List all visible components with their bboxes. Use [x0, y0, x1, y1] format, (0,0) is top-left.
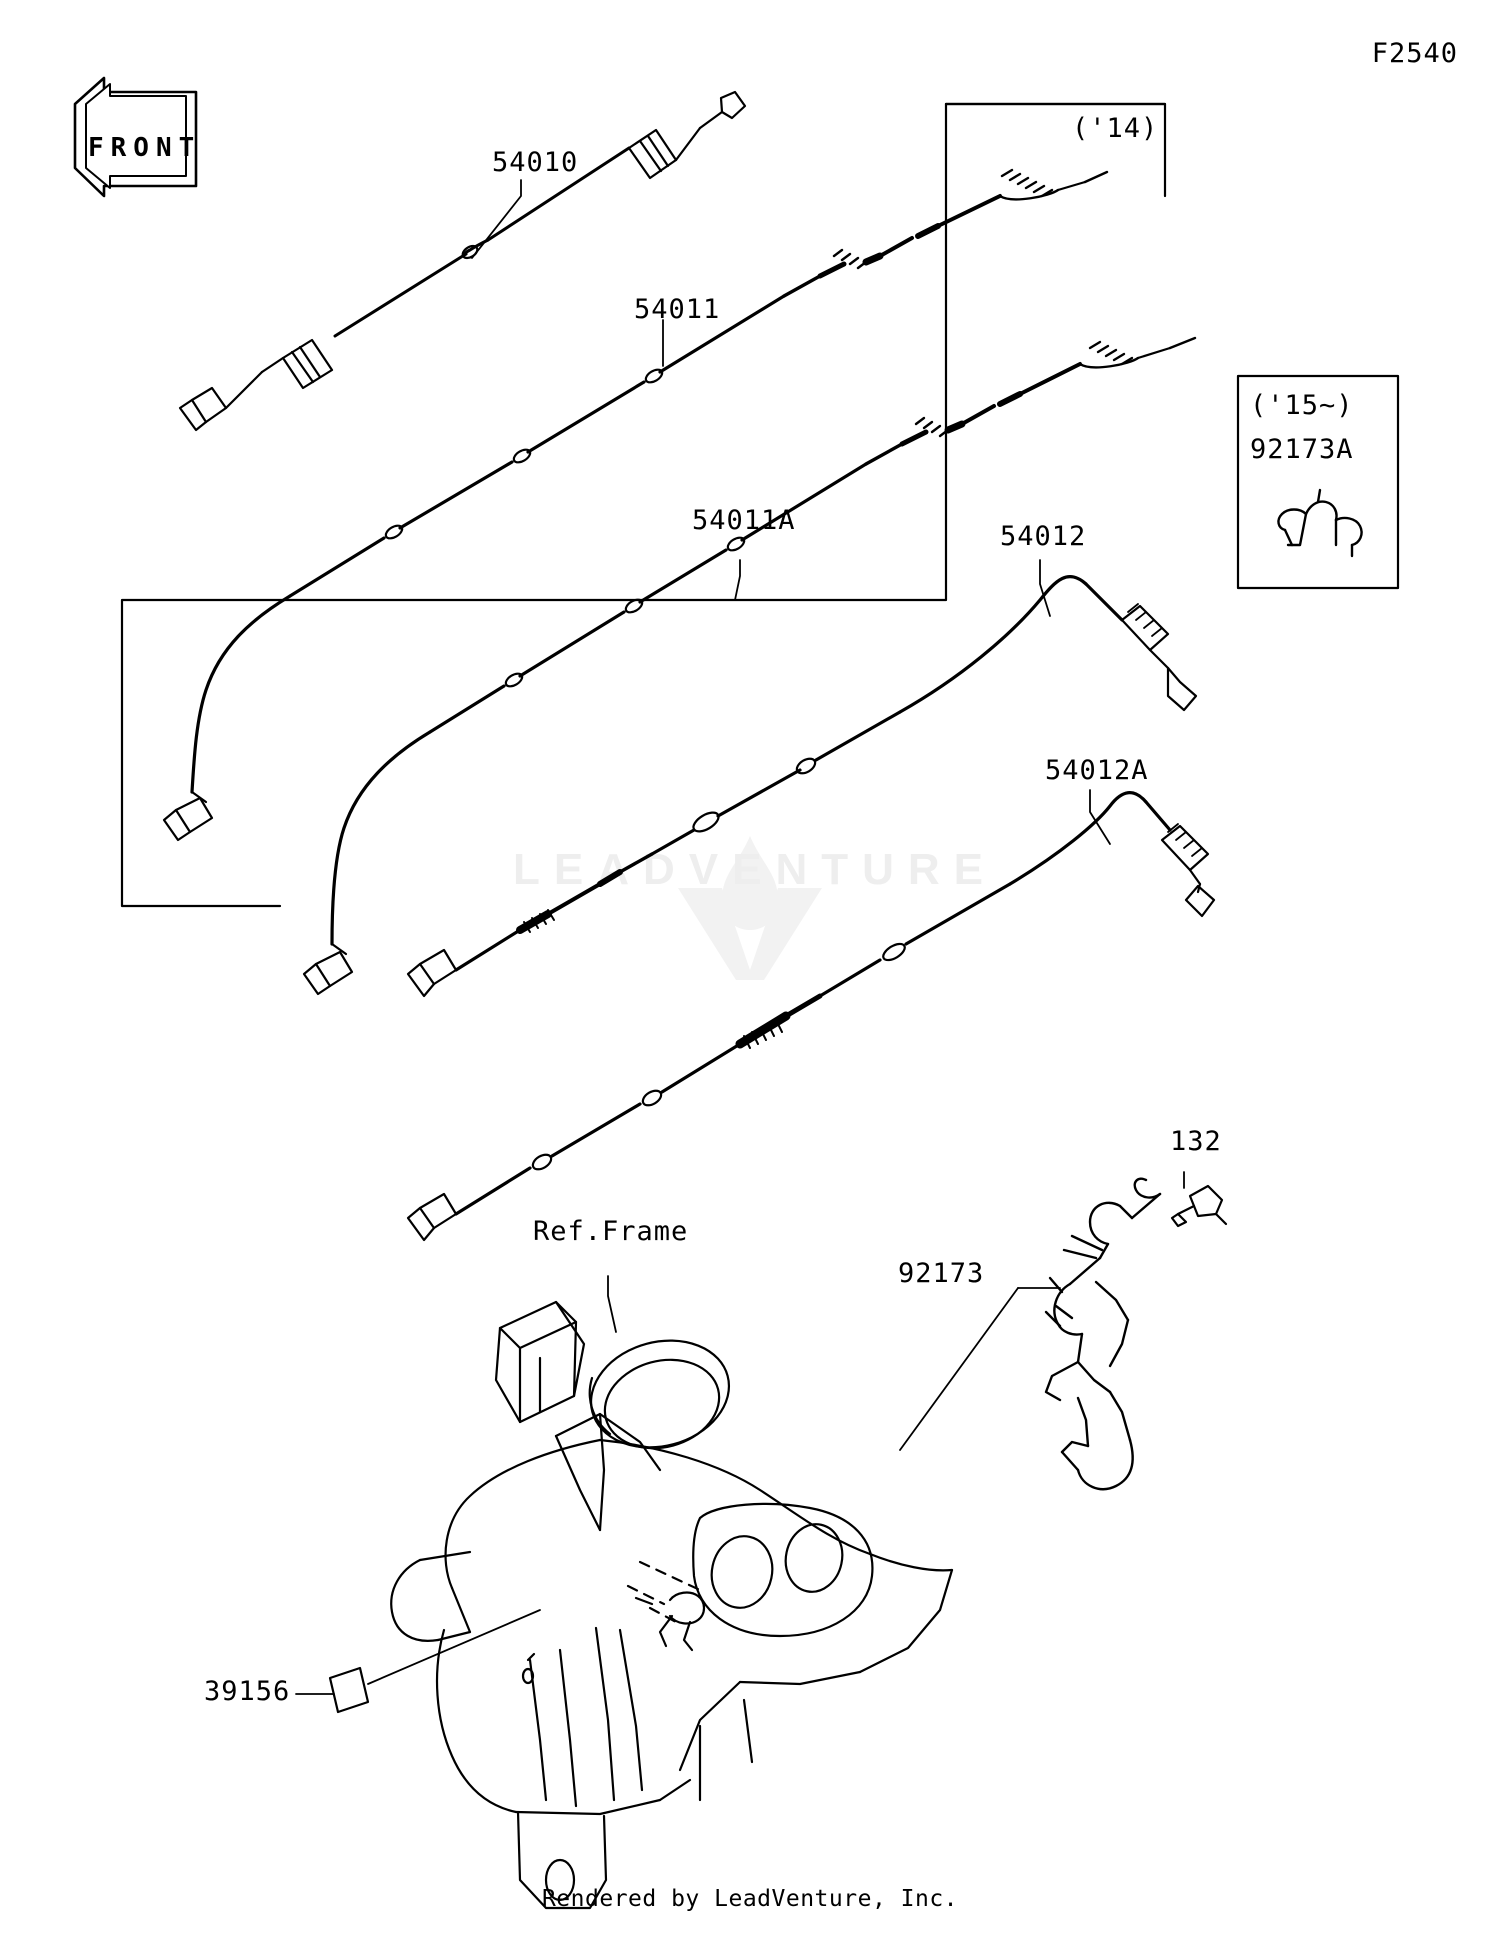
callout-39156-label: 39156 [204, 1676, 291, 1707]
bolt-132 [1172, 1186, 1226, 1226]
callout-92173-label: 92173 [898, 1258, 985, 1289]
cable-54011 [164, 170, 1107, 840]
callout-132-label: 132 [1170, 1126, 1222, 1157]
clamp-92173 [1046, 1179, 1160, 1489]
callout-54010-label: 54010 [492, 147, 579, 178]
cable-54010 [180, 92, 745, 430]
year-box-14-frame [122, 104, 1165, 906]
diagram-code: F2540 [1371, 38, 1458, 69]
frame-assembly [391, 1302, 952, 1908]
callout-54012-label: 54012 [1000, 521, 1087, 552]
decal-39156 [330, 1668, 368, 1712]
year-box-15-label: ('15~) [1250, 390, 1354, 421]
leader-lines [296, 180, 1184, 1694]
callout-54012a-label: 54012A [1045, 755, 1149, 786]
year-box-15-part-label: 92173A [1250, 434, 1354, 465]
front-marker-label: FRONT [88, 133, 202, 163]
callout-54011-label: 54011 [634, 294, 721, 325]
year-box-14-label: ('14) [1072, 113, 1159, 144]
watermark-text: LEADVENTURE [512, 845, 998, 894]
callout-ref-frame-label: Ref.Frame [533, 1216, 689, 1247]
cable-54012 [408, 577, 1196, 996]
cable-54012a [408, 793, 1214, 1240]
page-footer: Rendered by LeadVenture, Inc. [541, 1886, 959, 1912]
year-box-14-bracket [122, 104, 1165, 906]
cable-54011a [304, 338, 1195, 994]
callout-54011a-label: 54011A [692, 505, 796, 536]
